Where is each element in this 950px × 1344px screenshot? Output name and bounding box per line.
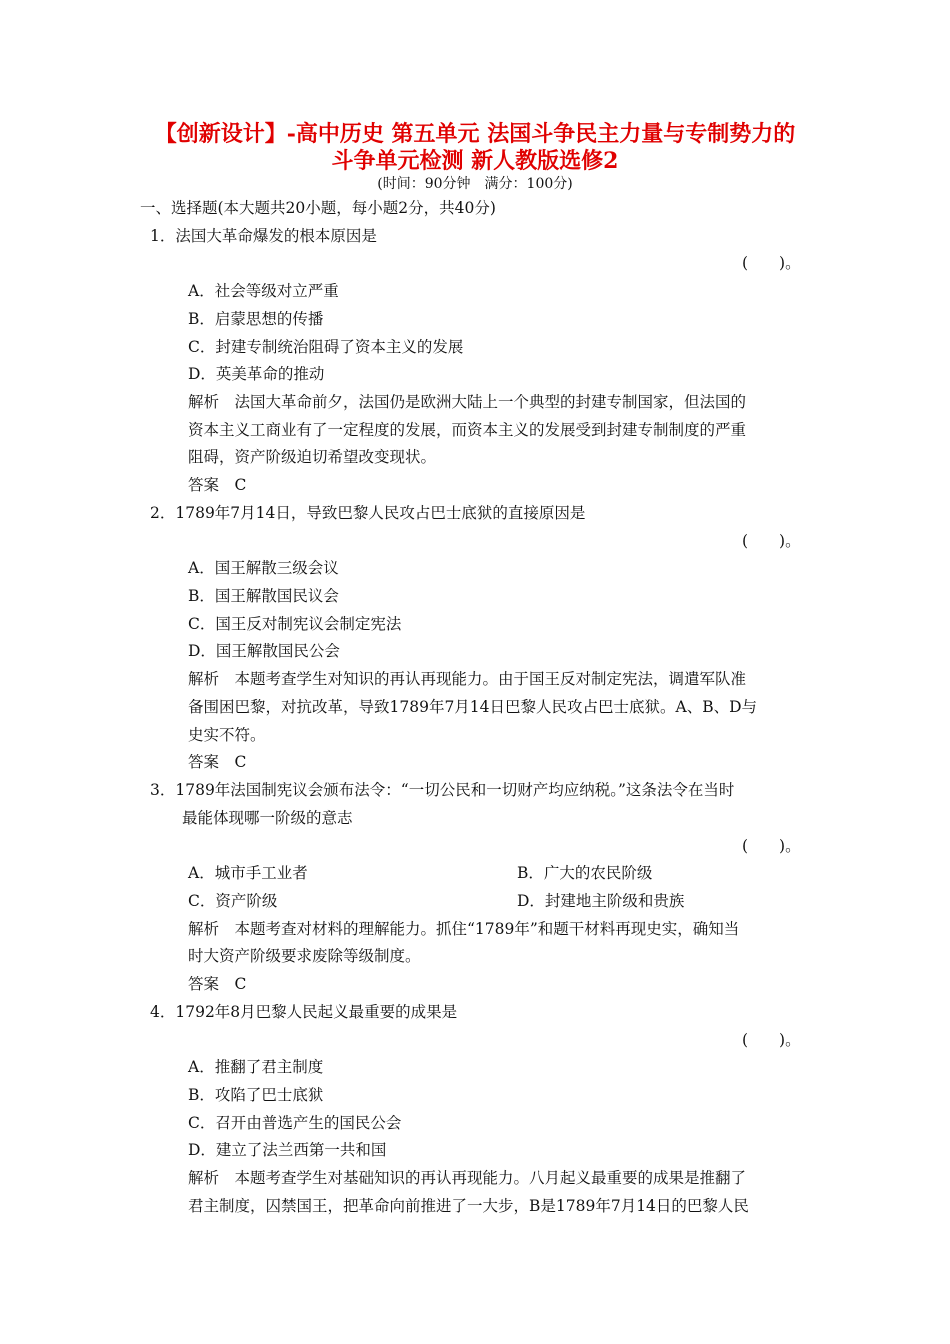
question-3-stem-continued: 最能体现哪一阶级的意志 [182, 809, 353, 827]
question-4-analysis-line: 君主制度，囚禁国王，把革命向前推进了一大步，B是1789年7月14日的巴黎人民 [188, 1197, 749, 1215]
page-title-line-2: 斗争单元检测 新人教版选修2 [331, 148, 619, 174]
question-3-answer: 答案 C [188, 975, 247, 993]
question-1-analysis-line: 资本主义工商业有了一定程度的发展，而资本主义的发展受到封建专制制度的严重 [188, 421, 747, 439]
question-2-option-d: D．国王解散国民公会 [188, 642, 340, 660]
question-1-option-c: C．封建专制统治阻碍了资本主义的发展 [188, 338, 464, 356]
question-3-stem: 3．1789年法国制宪议会颁布法令：“一切公民和一切财产均应纳税。”这条法令在当时 [150, 781, 735, 799]
question-4-option-d: D．建立了法兰西第一共和国 [188, 1141, 387, 1159]
question-3-option-d: D．封建地主阶级和贵族 [517, 892, 685, 910]
question-1-option-b: B．启蒙思想的传播 [188, 310, 324, 328]
question-2-analysis-line: 史实不符。 [188, 726, 266, 744]
question-4-option-a: A．推翻了君主制度 [188, 1058, 324, 1076]
exam-info: (时间：90分钟 满分：100分) [377, 176, 573, 192]
question-3-answer-blank: ( )。 [742, 837, 801, 855]
question-4-option-c: C．召开由普选产生的国民公会 [188, 1114, 402, 1132]
question-2-analysis-line: 解析 本题考查学生对知识的再认再现能力。由于国王反对制定宪法，调遣军队准 [188, 670, 747, 688]
question-2-answer-blank: ( )。 [742, 532, 801, 550]
question-4-answer-blank: ( )。 [742, 1031, 801, 1049]
question-3-option-a: A．城市手工业者 [188, 864, 308, 882]
question-1-option-d: D．英美革命的推动 [188, 365, 325, 383]
question-3-analysis-line: 解析 本题考查对材料的理解能力。抓住“1789年”和题干材料再现史实，确知当 [188, 920, 740, 938]
question-3-option-c: C．资产阶级 [188, 892, 278, 910]
question-2-analysis-line: 备围困巴黎，对抗改革，导致1789年7月14日巴黎人民攻占巴士底狱。A、B、D与 [188, 698, 758, 716]
question-1-answer-blank: ( )。 [742, 254, 801, 272]
question-3-analysis-line: 时大资产阶级要求废除等级制度。 [188, 947, 421, 965]
question-2-answer: 答案 C [188, 753, 247, 771]
question-2-option-c: C．国王反对制宪议会制定宪法 [188, 615, 402, 633]
question-1-analysis-line: 阻碍，资产阶级迫切希望改变现状。 [188, 448, 437, 466]
question-1-answer: 答案 C [188, 476, 247, 494]
question-1-analysis-line: 解析 法国大革命前夕，法国仍是欧洲大陆上一个典型的封建专制国家，但法国的 [188, 393, 747, 411]
question-1-option-a: A．社会等级对立严重 [188, 282, 339, 300]
question-4-option-b: B．攻陷了巴士底狱 [188, 1086, 324, 1104]
question-1-stem: 1．法国大革命爆发的根本原因是 [150, 227, 377, 245]
question-4-analysis-line: 解析 本题考查学生对基础知识的再认再现能力。八月起义最重要的成果是推翻了 [188, 1169, 747, 1187]
question-4-stem: 4．1792年8月巴黎人民起义最重要的成果是 [150, 1003, 458, 1021]
section-heading: 一、选择题(本大题共20小题，每小题2分，共40分) [140, 199, 496, 217]
question-2-option-b: B．国王解散国民议会 [188, 587, 339, 605]
question-3-option-b: B．广大的农民阶级 [517, 864, 653, 882]
page-title-line-1: 【创新设计】-高中历史 第五单元 法国斗争民主力量与专制势力的 [154, 121, 796, 147]
question-2-stem: 2．1789年7月14日，导致巴黎人民攻占巴士底狱的直接原因是 [150, 504, 586, 522]
question-2-option-a: A．国王解散三级会议 [188, 559, 339, 577]
